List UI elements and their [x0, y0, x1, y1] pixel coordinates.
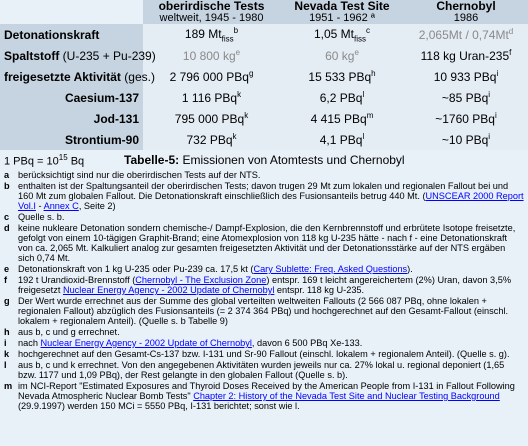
value-text: 10 800 kg: [182, 49, 236, 63]
cell-value: [143, 129, 280, 150]
reference-link[interactable]: UNSCEAR 2000 Report Vol.I: [18, 191, 524, 211]
header-atmospheric-tests: [143, 0, 280, 24]
footnote-ref: e: [354, 48, 359, 57]
table-row: [0, 66, 528, 87]
footnote-text: [18, 275, 524, 295]
footnote-text: [18, 338, 524, 348]
cell-value: [143, 66, 280, 87]
value-text: ~1760 PBq: [435, 112, 495, 126]
row-label-suffix: (U-235 + Pu-239): [59, 48, 156, 63]
value-text: 1,05 Mt: [313, 26, 355, 41]
footnote-ref: l: [362, 90, 365, 99]
footnote-key: c: [4, 212, 10, 222]
footnote-ref: i: [494, 111, 497, 120]
cell-value: [404, 87, 528, 108]
value-text: 10 933 PBq: [433, 70, 497, 84]
footnote-text: [18, 327, 524, 337]
footnote-ref: l: [362, 132, 365, 141]
row-label: Spaltstoff (U-235 + Pu-239): [0, 45, 143, 66]
footnote-segment: keine nukleare Detonation sondern chemische-/ Dampf-Explosion, die den Kernbrennstoff und erbrütete Isotope freisetzte, gefolgt von einem 10-tägigen Graphit-Brand; eine Atomexplosion von 118 kg U-235 hätte - nach f - eine Detonationskraft von ca. 2,065 Mt. Kalkuliert analog zur gesamten freigesetzten Aktivität und der Detonationsstärke auf der NTS ergäben sich 0,74 Mt.: [18, 223, 516, 263]
row-label-suffix: (ges.): [120, 69, 155, 84]
footnote-key: m: [4, 381, 13, 391]
footnote-ref: m: [366, 111, 374, 120]
footnote-segment: aus b, c und g errechnet.: [18, 327, 120, 337]
value-text: 732 PBq: [186, 133, 233, 147]
header-nevada: [280, 0, 404, 24]
reference-link[interactable]: Chapter 2: History of the Nevada Test Site and Nuclear Testing Background: [193, 391, 500, 401]
footnote-key: e: [4, 264, 10, 274]
reference-link[interactable]: Cary Sublette: Freq. Asked Questions: [253, 264, 408, 274]
footnote-segment: , Seite 2): [78, 201, 116, 211]
header-empty: [0, 0, 143, 24]
value-text: 4,1 PBq: [319, 133, 363, 147]
cell-value: [280, 66, 404, 87]
value-text: 118 kg Uran-235: [420, 49, 510, 63]
footnote-segment: Der Wert wurde errechnet aus der Summe des global verteilten weltweiten Fallouts (2 566 087 PBq, ohne lokalen + regionalen Fallout) abzüglich des Fusionsanteils (= 2 374 364 PBq) und hochgerechnet auf den Gesamt-Fallout (einschl. lokalem + regionalem Anteil). (Quelle s. b Tabelle 9): [18, 296, 509, 326]
row-label: freigesetzte Aktivität (ges.): [0, 66, 143, 87]
cell-value: [280, 129, 404, 150]
caption-text: Emissionen von Atomtests und Chernobyl: [179, 153, 405, 167]
footnote-segment: Quelle s. b.: [18, 212, 65, 222]
footnote-item: [4, 212, 524, 222]
footnote-ref: i: [496, 69, 499, 78]
value-text: 60 kg: [325, 49, 355, 63]
cell-value: [280, 87, 404, 108]
footnote-ref: k: [244, 111, 249, 120]
caption-label: Tabelle-5:: [124, 153, 180, 167]
footnote-segment: im NCI-Report "Estimated Exposures and Thyroid Doses Received by the American People from I-131 in Fallout Following Nevada Atmospheric Nuclear Bomb Tests": [18, 381, 515, 401]
footnote-key: b: [4, 181, 10, 191]
table-row: [0, 45, 528, 66]
footnote-text: [18, 223, 524, 263]
footnote-segment: 192 t Urandioxid-Brennstoff (: [18, 275, 136, 285]
footnote-segment: nach: [18, 338, 41, 348]
reference-link[interactable]: Annex C: [43, 201, 79, 211]
footnote-item: [4, 223, 524, 263]
footnote-ref: i: [488, 132, 491, 141]
value-text: 2 796 000 PBq: [169, 70, 249, 84]
emissions-table: [0, 0, 528, 150]
footnote-key: i: [4, 338, 7, 348]
value-text: 795 000 PBq: [174, 112, 245, 126]
cell-value: [404, 129, 528, 150]
cell-value: [280, 108, 404, 129]
reference-link[interactable]: Nuclear Energy Agency - 2002 Update of Chernobyl: [40, 338, 252, 348]
footnote-text: [18, 181, 524, 211]
unit-exponent: 15: [58, 152, 68, 162]
footnote-text: [18, 381, 524, 411]
header-title: Chernobyl: [436, 0, 496, 13]
header-chernobyl: [404, 0, 528, 24]
footnote-item: [4, 327, 524, 337]
footnote-segment: aus b, c und k errechnet. Von den angegebenen Aktivitäten wurden jeweils nur ca. 27% lokal u. regional deponiert (1,65 bzw. 1177 und 1,09 PBq), der Rest gelangte in den globalen Fallout (Quelle s. b).: [18, 360, 505, 380]
value-text: 15 533 PBq: [308, 70, 372, 84]
footnote-segment: entspr. 118 kg U-235.: [274, 285, 365, 295]
cell-value: [404, 108, 528, 129]
cell-value: [143, 24, 280, 45]
value-subscript: fiss: [354, 34, 367, 44]
footnote-ref: c: [366, 25, 371, 35]
footnote-text: [18, 360, 524, 380]
footnote-item: [4, 349, 524, 359]
cell-value: [143, 87, 280, 108]
header-sub: weltweit, 1945 - 1980: [159, 12, 264, 24]
row-label: Strontium-90: [0, 129, 143, 150]
footnote-ref: k: [237, 90, 242, 99]
header-title: Nevada Test Site: [294, 0, 390, 13]
caption-row: [0, 150, 528, 170]
cell-value: [404, 66, 528, 87]
footnote-ref: g: [248, 69, 254, 78]
footnote-ref: d: [508, 27, 514, 36]
unit-definition: [0, 153, 124, 168]
cell-value: [280, 24, 404, 45]
footnote-ref: b: [233, 25, 239, 35]
cell-value: [143, 108, 280, 129]
footnote-key: f: [4, 275, 8, 285]
value-text: ~10 PBq: [441, 133, 489, 147]
footnote-text: [18, 264, 524, 274]
footnote-segment: enthalten ist der Spaltungsanteil der oberirdischen Tests; davon trugen 29 Mt zum lokalen und regionalen Fallout bei und 160 Mt zum globalen Fallout. Die Detonationskraft einschließlich des Fusionsanteils betrug 440 Mt. (: [18, 181, 509, 201]
footnote-item: [4, 296, 524, 326]
header-sub: 1951 - 1962 ª: [309, 12, 375, 24]
table-row: [0, 108, 528, 129]
table-caption: [124, 153, 405, 167]
reference-link[interactable]: Nuclear Energy Agency - 2002 Update of Chernobyl: [62, 285, 275, 295]
table-row: [0, 129, 528, 150]
footnote-ref: i: [488, 90, 491, 99]
footnote-item: [4, 360, 524, 380]
footnote-key: d: [4, 223, 10, 233]
header-title: oberirdische Tests: [158, 0, 265, 13]
value-text: 4 415 PBq: [310, 112, 367, 126]
footnote-segment: ).: [407, 264, 413, 274]
footnote-segment: , davon 6 500 PBq Xe-133.: [251, 338, 363, 348]
footnote-text: [18, 296, 524, 326]
footnote-text: [18, 170, 524, 180]
cell-value: [143, 45, 280, 66]
footnote-segment: -: [35, 201, 44, 211]
footnote-segment: Detonationskraft von 1 kg U-235 oder Pu-239 ca. 17,5 kt (: [18, 264, 254, 274]
footnote-key: h: [4, 327, 10, 337]
value-text: 6,2 PBq: [319, 91, 363, 105]
footnote-ref: h: [371, 69, 376, 78]
row-label: Caesium-137: [0, 87, 143, 108]
footnote-ref: e: [235, 48, 241, 57]
row-label: Detonationskraft: [0, 24, 143, 45]
value-text: 189 Mt: [184, 26, 222, 41]
footnote-segment: hochgerechnet auf den Gesamt-Cs-137 bzw. I-131 und Sr-90 Fallout (einschl. lokalem + regionalem Anteil). (Quelle s. g).: [18, 349, 510, 359]
footnote-item: [4, 275, 524, 295]
footnotes: [0, 170, 528, 411]
reference-link[interactable]: Chernobyl - The Exclusion Zone: [135, 275, 267, 285]
footnote-key: l: [4, 360, 7, 370]
cell-value: [404, 24, 528, 45]
footnote-ref: k: [232, 132, 237, 141]
footnote-key: g: [4, 296, 10, 306]
footnote-segment: ) entspr. 169 t leicht angereichertem (2%) Uran, davon 3,5% freigesetzt: [18, 275, 511, 295]
cell-value: [404, 45, 528, 66]
footnote-item: [4, 170, 524, 180]
footnote-key: k: [4, 349, 10, 359]
footnote-text: [18, 212, 524, 222]
footnote-segment: berücksichtigt sind nur die oberirdischen Tests auf der NTS.: [18, 170, 261, 180]
row-label: Jod-131: [0, 108, 143, 129]
table-row: [0, 24, 528, 45]
footnote-item: [4, 264, 524, 274]
footnote-key: a: [4, 170, 10, 180]
value-text: 1 116 PBq: [181, 91, 238, 105]
cell-value: [280, 45, 404, 66]
header-sub: 1986: [453, 12, 479, 24]
unit-text: Bq: [67, 155, 85, 168]
footnote-item: [4, 181, 524, 211]
table-row: [0, 87, 528, 108]
footnote-segment: (29.9.1997) werden 150 MCi = 5550 PBq, I-131 berichtet; sonst wie l.: [18, 401, 300, 411]
unit-text: 1 PBq = 10: [4, 155, 59, 168]
footnote-item: [4, 381, 524, 411]
table-header-row: [0, 0, 528, 24]
footnote-ref: f: [509, 48, 512, 57]
table-body: [0, 24, 528, 150]
value-subscript: fiss: [221, 34, 234, 44]
footnote-item: [4, 338, 524, 348]
value-text: 2,065Mt / 0,74Mt: [418, 28, 509, 42]
value-text: ~85 PBq: [441, 91, 489, 105]
footnote-text: [18, 349, 524, 359]
